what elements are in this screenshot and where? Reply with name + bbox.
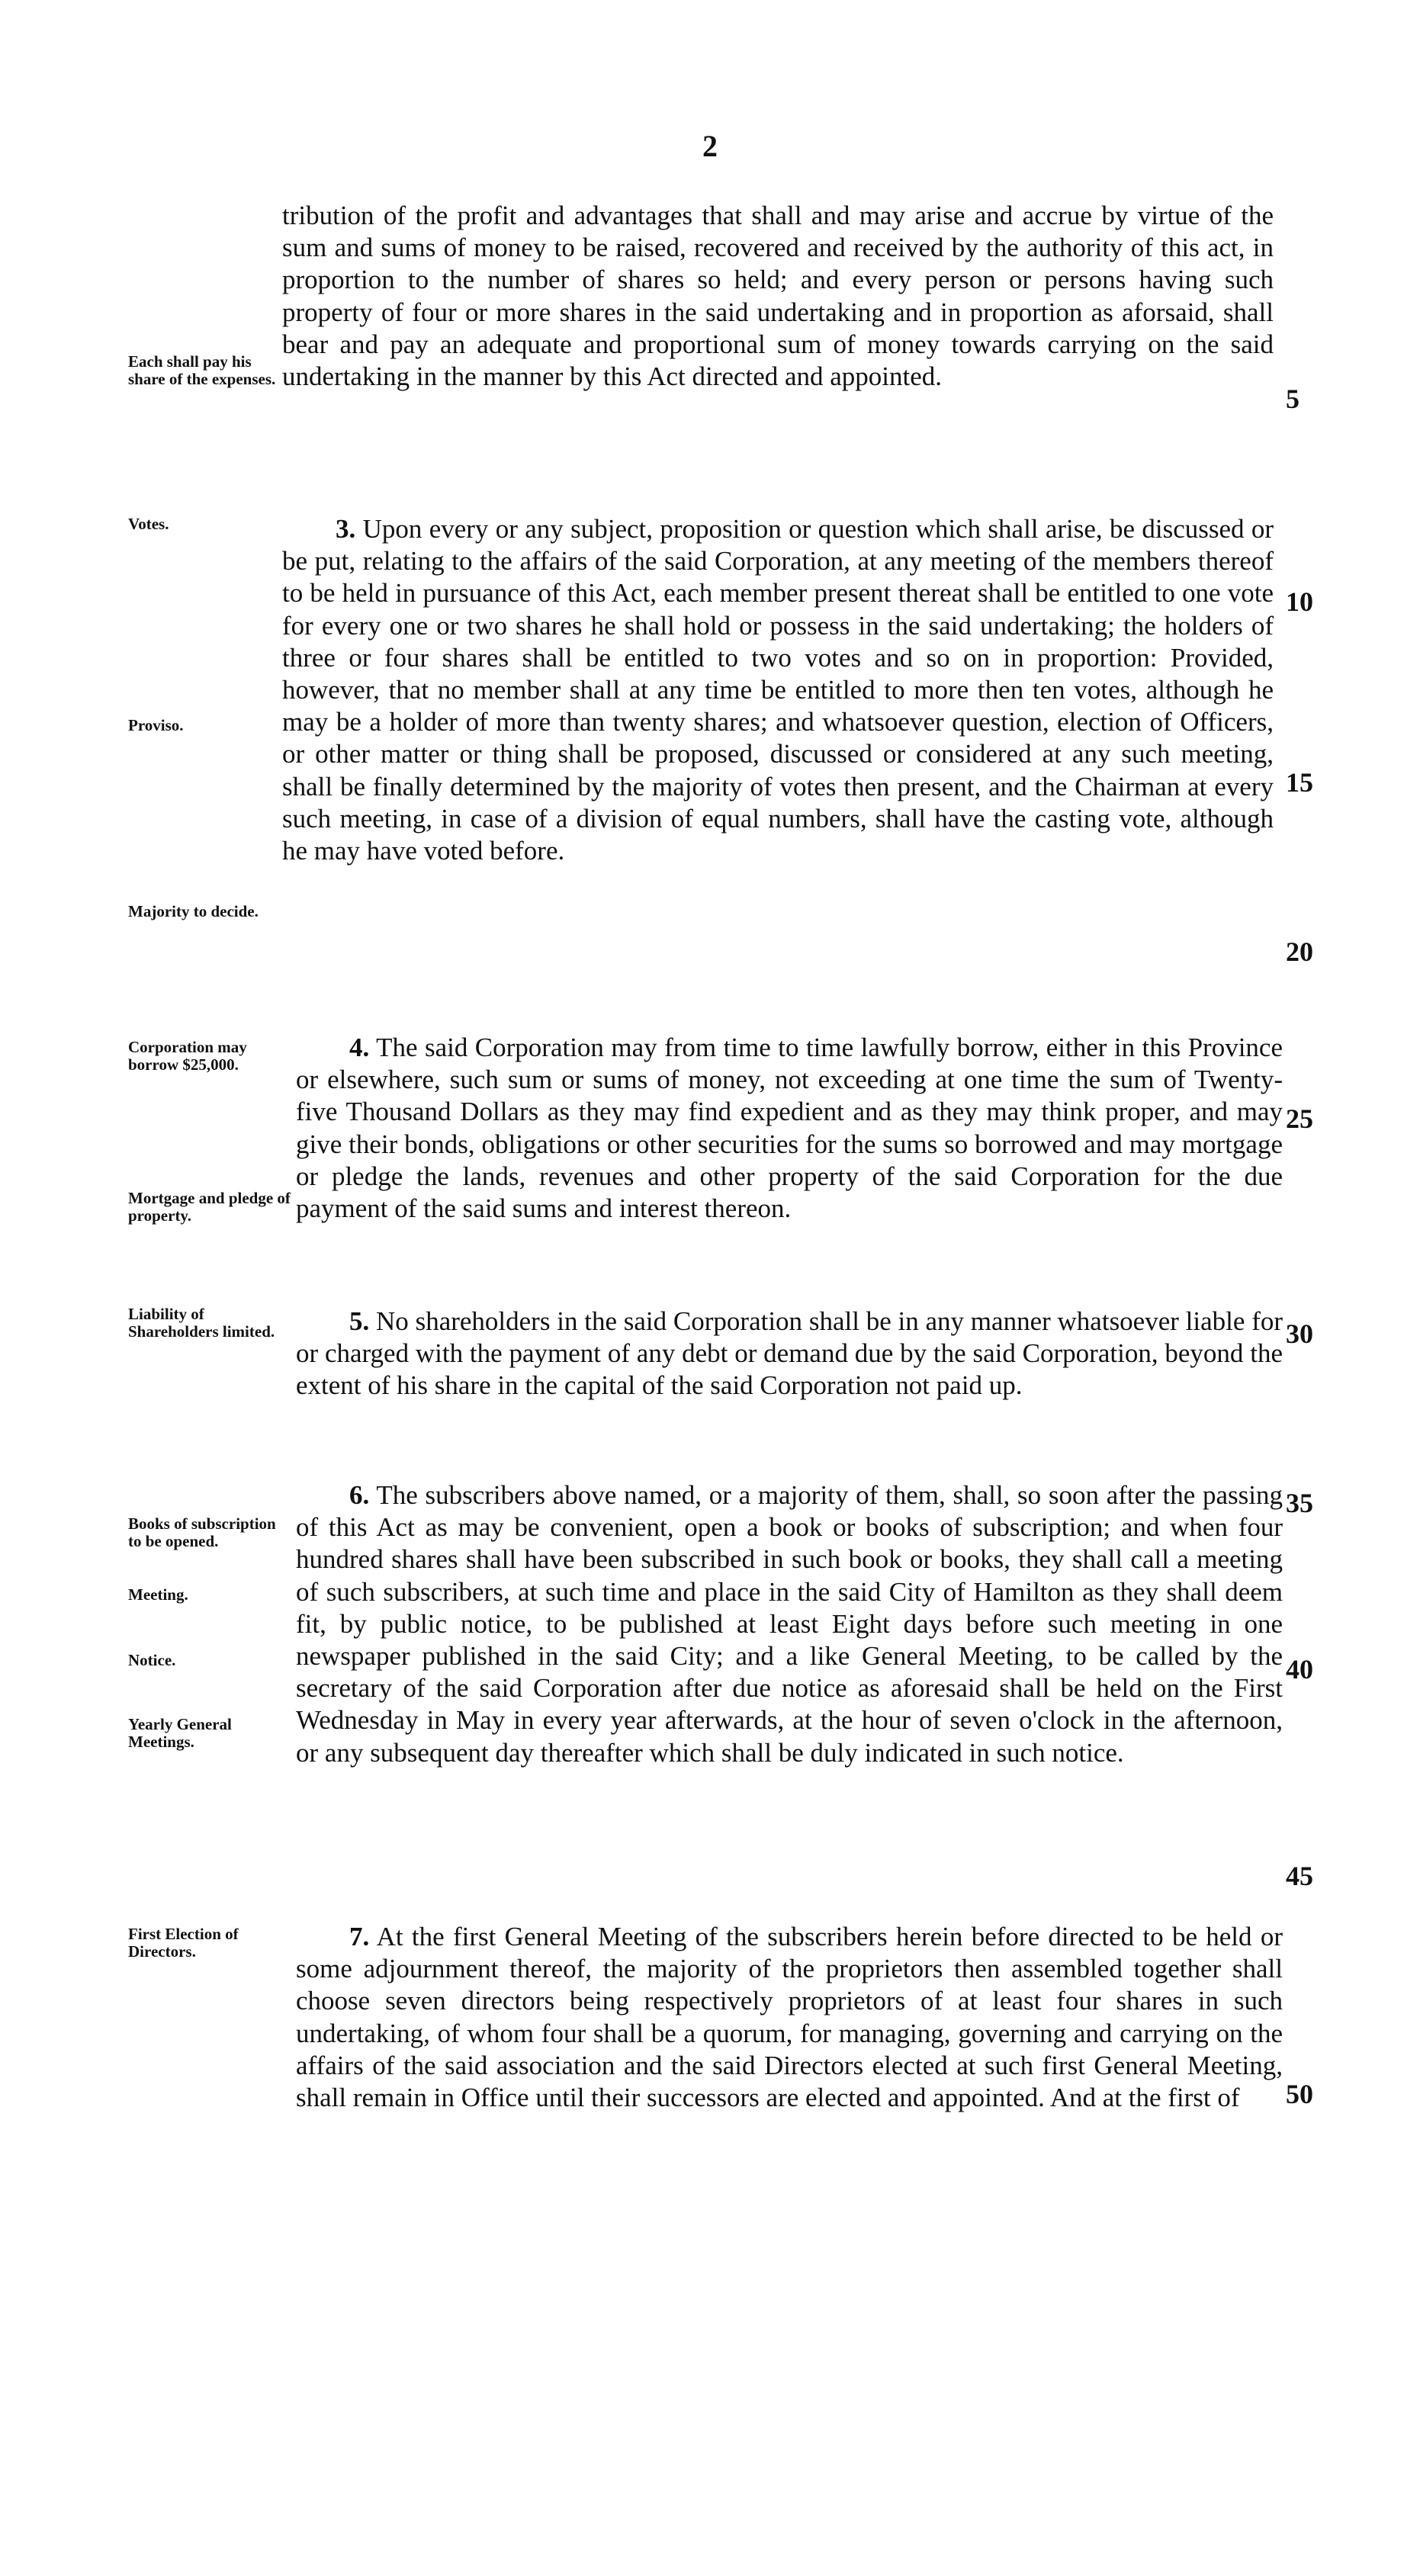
section-5-text: No shareholders in the said Corporation shall be in any manner whatsoever liable for or charged with the payment of any debt or demand due by the said Corporation, beyond the extent of his share in the capital of the said Corporation not paid up. (296, 1306, 1283, 1401)
line-number: 5 (1286, 384, 1300, 414)
section-6-text: The subscribers above named, or a majority of them, shall, so soon after the passing of this Act as may be convenient, open a book or books of subscription; and when four hundred shares shall have been subscribed in such book or books, they shall call a meeting of such subscribers, at such time and place in the said City of Hamilton as they shall deem fit, by public notice, to be published at least Eight days before such meeting in one newspaper published in the said City; and a like General Meeting, to be called by the secretary of the said Corporation after due notice as aforesaid shall be held on the First Wednesday in May in every year afterwards, at the hour of seven o'clock in the afternoon, or any subsequent day thereafter which shall be duly indicated in such notice. (296, 1480, 1283, 1768)
section-4-text: The said Corporation may from time to time lawfully borrow, either in this Province or elsewhere, such sum or sums of money, not exceeding at one time the sum of Twenty-five Thousand Dollars as they may find expedient and as they may think proper, and may give their bonds, obligations or other securities for the sums so borrowed and may mortgage or pledge the lands, revenues and other property of the said Corporation for the due payment of the said sums and interest thereon. (296, 1033, 1283, 1224)
section-6 (296, 1479, 1283, 1769)
section-3 (282, 513, 1274, 867)
margin-note-proviso: Proviso. (128, 716, 184, 734)
section-7 (296, 1921, 1283, 2114)
margin-note-meeting: Meeting. (128, 1585, 188, 1604)
line-number: 20 (1286, 936, 1313, 967)
section-5-number: 5. (349, 1306, 370, 1336)
line-number: 45 (1286, 1861, 1313, 1891)
section-4 (296, 1032, 1283, 1225)
margin-note-liability: Liability of Shareholders limited. (128, 1305, 275, 1341)
line-number: 30 (1286, 1319, 1313, 1349)
section-4-number: 4. (349, 1033, 370, 1062)
section-6-number: 6. (349, 1480, 370, 1510)
line-number: 15 (1286, 767, 1313, 798)
margin-note-votes: Votes. (128, 515, 169, 533)
paragraph-continuation (282, 200, 1274, 393)
section-3-number: 3. (336, 514, 356, 544)
line-number: 50 (1286, 2079, 1313, 2109)
section-7-number: 7. (349, 1922, 370, 1951)
margin-note-books: Books of subscription to be opened. (128, 1514, 276, 1550)
margin-note-mortgage: Mortgage and pledge of property. (128, 1189, 291, 1225)
line-number: 40 (1286, 1654, 1313, 1685)
page-number: 2 (702, 129, 718, 163)
margin-note-yearly: Yearly General Meetings. (128, 1715, 232, 1751)
margin-note-notice: Notice. (128, 1651, 176, 1669)
paragraph-continuation-text: tribution of the profit and advantages that shall and may arise and accrue by virtue of the sum and sums of money to be raised, recovered and received by the authority of this act, in proportion to the number of shares so held; and every person or persons having such property of four or more shares in the said undertaking and in proportion as aforsaid, shall bear and pay an adequate and proportional sum of money towards carrying on the said undertaking in the manner by this Act directed and appointed. (282, 201, 1274, 392)
section-7-text: At the first General Meeting of the subscribers herein before directed to be held or some adjournment thereof, the majority of the proprietors then assembled together shall choose seven directors being respectively proprietors of at least four shares in such undertaking, of whom four shall be a quorum, for managing, governing and carrying on the affairs of the said association and the said Directors elected at such first General Meeting, shall remain in Office until their successors are elected and appointed. And at the first of (296, 1922, 1283, 2113)
line-number: 35 (1286, 1488, 1313, 1518)
line-number: 25 (1286, 1103, 1313, 1134)
line-number: 10 (1286, 586, 1313, 617)
margin-note-each-share: Each shall pay his share of the expenses. (128, 352, 276, 388)
margin-note-majority: Majority to decide. (128, 902, 259, 920)
section-5 (296, 1306, 1283, 1402)
section-3-text: Upon every or any subject, proposition or question which shall arise, be discussed or be put, relating to the affairs of the said Corporation, at any meeting of the members thereof to be held in pursuance of this Act, each member present thereat shall be entitled to one vote for every one or two shares he shall hold or possess in the said undertaking; the holders of three or four shares shall be entitled to two votes and so on in proportion: Provided, however, that no member shall at any time be entitled to more then ten votes, although he may be a holder of more than twenty shares; and whatsoever question, election of Officers, or other matter or thing shall be proposed, discussed or considered at any such meeting, shall be finally determined by the majority of votes then present, and the Chairman at every such meeting, in case of a division of equal numbers, shall have the casting vote, although he may have voted before. (282, 514, 1274, 866)
margin-note-first-election: First Election of Directors. (128, 1925, 239, 1961)
margin-note-corporation-borrow: Corporation may borrow $25,000. (128, 1038, 247, 1074)
